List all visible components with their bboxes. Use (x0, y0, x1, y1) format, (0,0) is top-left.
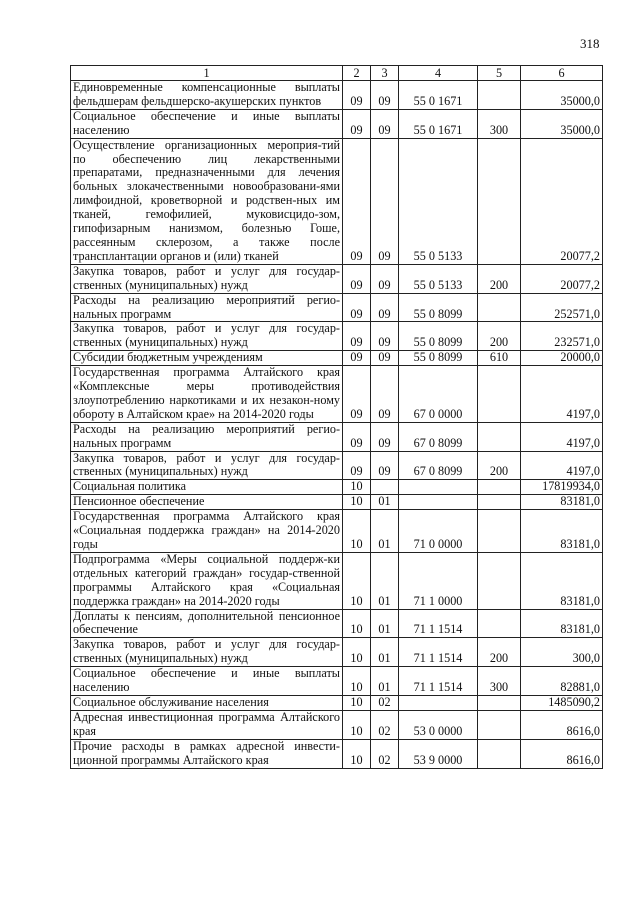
target-article-cell (399, 495, 478, 510)
target-article-cell: 55 0 1671 (399, 109, 478, 138)
section-code-cell: 10 (343, 609, 371, 638)
subsection-code-cell: 09 (371, 351, 399, 366)
subsection-code-cell: 09 (371, 422, 399, 451)
subsection-code-cell: 01 (371, 552, 399, 609)
table-row (71, 638, 603, 667)
expense-type-cell (478, 293, 521, 322)
subsection-code-cell (371, 480, 399, 495)
target-article-cell (399, 480, 478, 495)
table-row (71, 351, 603, 366)
table-row (71, 739, 603, 768)
amount-cell: 300,0 (521, 638, 603, 667)
item-name-cell: Социальная политика (71, 480, 343, 495)
item-name-cell: Государственная программа Алтайского края «Социальная поддержка граждан» на 2014-2020 годы (71, 510, 343, 553)
target-article-cell: 55 0 8099 (399, 322, 478, 351)
expense-type-cell: 200 (478, 322, 521, 351)
subsection-code-cell: 02 (371, 739, 399, 768)
item-name-cell: Закупка товаров, работ и услуг для государ-ственных (муниципальных) нужд (71, 451, 343, 480)
target-article-cell: 55 0 8099 (399, 293, 478, 322)
expense-type-cell (478, 138, 521, 264)
section-code-cell: 09 (343, 322, 371, 351)
expense-type-cell: 200 (478, 638, 521, 667)
item-name-cell: Адресная инвестиционная программа Алтайского края (71, 710, 343, 739)
target-article-cell: 55 0 8099 (399, 351, 478, 366)
amount-cell: 4197,0 (521, 451, 603, 480)
expense-type-cell (478, 552, 521, 609)
section-code-cell: 10 (343, 552, 371, 609)
expense-type-cell: 200 (478, 264, 521, 293)
section-code-cell: 09 (343, 366, 371, 423)
amount-cell: 20000,0 (521, 351, 603, 366)
target-article-cell: 71 1 0000 (399, 552, 478, 609)
expense-type-cell (478, 510, 521, 553)
subsection-code-cell: 09 (371, 322, 399, 351)
item-name-cell: Закупка товаров, работ и услуг для государ-ственных (муниципальных) нужд (71, 322, 343, 351)
item-name-cell: Расходы на реализацию мероприятий регио-нальных программ (71, 293, 343, 322)
target-article-cell: 55 0 1671 (399, 81, 478, 110)
amount-cell: 83181,0 (521, 495, 603, 510)
item-name-cell: Субсидии бюджетным учреждениям (71, 351, 343, 366)
subsection-code-cell: 01 (371, 638, 399, 667)
section-code-cell: 10 (343, 510, 371, 553)
table-row (71, 322, 603, 351)
amount-cell: 20077,2 (521, 264, 603, 293)
item-name-cell: Закупка товаров, работ и услуг для государ-ственных (муниципальных) нужд (71, 638, 343, 667)
target-article-cell: 55 0 5133 (399, 264, 478, 293)
section-code-cell: 09 (343, 351, 371, 366)
subsection-code-cell: 01 (371, 510, 399, 553)
expense-type-cell: 610 (478, 351, 521, 366)
amount-cell: 83181,0 (521, 510, 603, 553)
item-name-cell: Единовременные компенсационные выплаты фельдшерам фельдшерско-акушерских пунктов (71, 81, 343, 110)
expense-type-cell (478, 739, 521, 768)
section-code-cell: 09 (343, 451, 371, 480)
target-article-cell: 71 1 1514 (399, 638, 478, 667)
table-body (71, 81, 603, 769)
subsection-code-cell: 09 (371, 451, 399, 480)
expense-type-cell: 300 (478, 667, 521, 696)
target-article-cell: 71 1 1514 (399, 609, 478, 638)
section-code-cell: 10 (343, 480, 371, 495)
table-row (71, 264, 603, 293)
amount-cell: 8616,0 (521, 710, 603, 739)
section-code-cell: 09 (343, 293, 371, 322)
section-code-cell: 09 (343, 138, 371, 264)
page-number: 318 (580, 36, 600, 51)
table-row (71, 138, 603, 264)
header-cell: 5 (478, 66, 521, 81)
expense-type-cell (478, 495, 521, 510)
expense-type-cell: 200 (478, 451, 521, 480)
subsection-code-cell: 09 (371, 293, 399, 322)
item-name-cell: Закупка товаров, работ и услуг для государ-ственных (муниципальных) нужд (71, 264, 343, 293)
table-row (71, 109, 603, 138)
table-header-row (71, 66, 603, 81)
section-code-cell: 10 (343, 739, 371, 768)
target-article-cell: 55 0 5133 (399, 138, 478, 264)
item-name-cell: Расходы на реализацию мероприятий регио-нальных программ (71, 422, 343, 451)
target-article-cell: 67 0 0000 (399, 366, 478, 423)
subsection-code-cell: 01 (371, 667, 399, 696)
table-row (71, 695, 603, 710)
table-row (71, 495, 603, 510)
table-row (71, 710, 603, 739)
subsection-code-cell: 09 (371, 264, 399, 293)
section-code-cell: 09 (343, 264, 371, 293)
amount-cell: 83181,0 (521, 552, 603, 609)
subsection-code-cell: 02 (371, 695, 399, 710)
expense-type-cell: 300 (478, 109, 521, 138)
subsection-code-cell: 01 (371, 495, 399, 510)
expense-type-cell (478, 81, 521, 110)
subsection-code-cell: 09 (371, 109, 399, 138)
target-article-cell: 67 0 8099 (399, 451, 478, 480)
item-name-cell: Государственная программа Алтайского края «Комплексные меры противодействия злоупотреблению наркотиками и их незакон-ному обороту в Алтайском крае» на 2014-2020 годы (71, 366, 343, 423)
expense-type-cell (478, 609, 521, 638)
table-row (71, 480, 603, 495)
table-row (71, 552, 603, 609)
amount-cell: 4197,0 (521, 366, 603, 423)
amount-cell: 83181,0 (521, 609, 603, 638)
amount-cell: 17819934,0 (521, 480, 603, 495)
table-row (71, 609, 603, 638)
subsection-code-cell: 02 (371, 710, 399, 739)
expense-type-cell (478, 480, 521, 495)
header-cell: 2 (343, 66, 371, 81)
expense-type-cell (478, 695, 521, 710)
amount-cell: 20077,2 (521, 138, 603, 264)
table-row (71, 422, 603, 451)
section-code-cell: 09 (343, 109, 371, 138)
table-row (71, 293, 603, 322)
amount-cell: 8616,0 (521, 739, 603, 768)
subsection-code-cell: 09 (371, 366, 399, 423)
expense-type-cell (478, 710, 521, 739)
item-name-cell: Социальное обслуживание населения (71, 695, 343, 710)
item-name-cell: Осуществление организационных мероприя-тий по обеспечению лиц лекарственными препаратами, предназначенными для лечения больных злокачественными новообразовани-ями лимфоидной, кроветворной и родствен-ных им тканей, гемофилией, муковисцидо-зом, гипофизарным нанизмом, болезнью Гоше, рассеянным склерозом, а также после трансплантации органов и (или) тканей (71, 138, 343, 264)
header-cell: 6 (521, 66, 603, 81)
section-code-cell: 10 (343, 495, 371, 510)
item-name-cell: Прочие расходы в рамках адресной инвести-ционной программы Алтайского края (71, 739, 343, 768)
item-name-cell: Пенсионное обеспечение (71, 495, 343, 510)
subsection-code-cell: 01 (371, 609, 399, 638)
table-row (71, 667, 603, 696)
item-name-cell: Доплаты к пенсиям, дополнительной пенсионное обеспечение (71, 609, 343, 638)
amount-cell: 1485090,2 (521, 695, 603, 710)
section-code-cell: 10 (343, 710, 371, 739)
section-code-cell: 09 (343, 422, 371, 451)
table-row (71, 451, 603, 480)
amount-cell: 35000,0 (521, 109, 603, 138)
target-article-cell: 53 0 0000 (399, 710, 478, 739)
header-cell: 4 (399, 66, 478, 81)
amount-cell: 4197,0 (521, 422, 603, 451)
item-name-cell: Социальное обеспечение и иные выплаты населению (71, 667, 343, 696)
amount-cell: 82881,0 (521, 667, 603, 696)
header-cell: 1 (71, 66, 343, 81)
target-article-cell: 53 9 0000 (399, 739, 478, 768)
budget-table (70, 65, 603, 769)
subsection-code-cell: 09 (371, 81, 399, 110)
table-row (71, 366, 603, 423)
target-article-cell: 67 0 8099 (399, 422, 478, 451)
section-code-cell: 10 (343, 667, 371, 696)
table-row (71, 510, 603, 553)
section-code-cell: 10 (343, 695, 371, 710)
target-article-cell: 71 1 1514 (399, 667, 478, 696)
amount-cell: 252571,0 (521, 293, 603, 322)
item-name-cell: Подпрограмма «Меры социальной поддерж-ки отдельных категорий граждан» государ-ственной программы Алтайского края «Социальная поддержка граждан» на 2014-2020 годы (71, 552, 343, 609)
amount-cell: 35000,0 (521, 81, 603, 110)
target-article-cell: 71 0 0000 (399, 510, 478, 553)
section-code-cell: 09 (343, 81, 371, 110)
target-article-cell (399, 695, 478, 710)
section-code-cell: 10 (343, 638, 371, 667)
amount-cell: 232571,0 (521, 322, 603, 351)
header-cell: 3 (371, 66, 399, 81)
expense-type-cell (478, 422, 521, 451)
subsection-code-cell: 09 (371, 138, 399, 264)
expense-type-cell (478, 366, 521, 423)
table-row (71, 81, 603, 110)
item-name-cell: Социальное обеспечение и иные выплаты населению (71, 109, 343, 138)
